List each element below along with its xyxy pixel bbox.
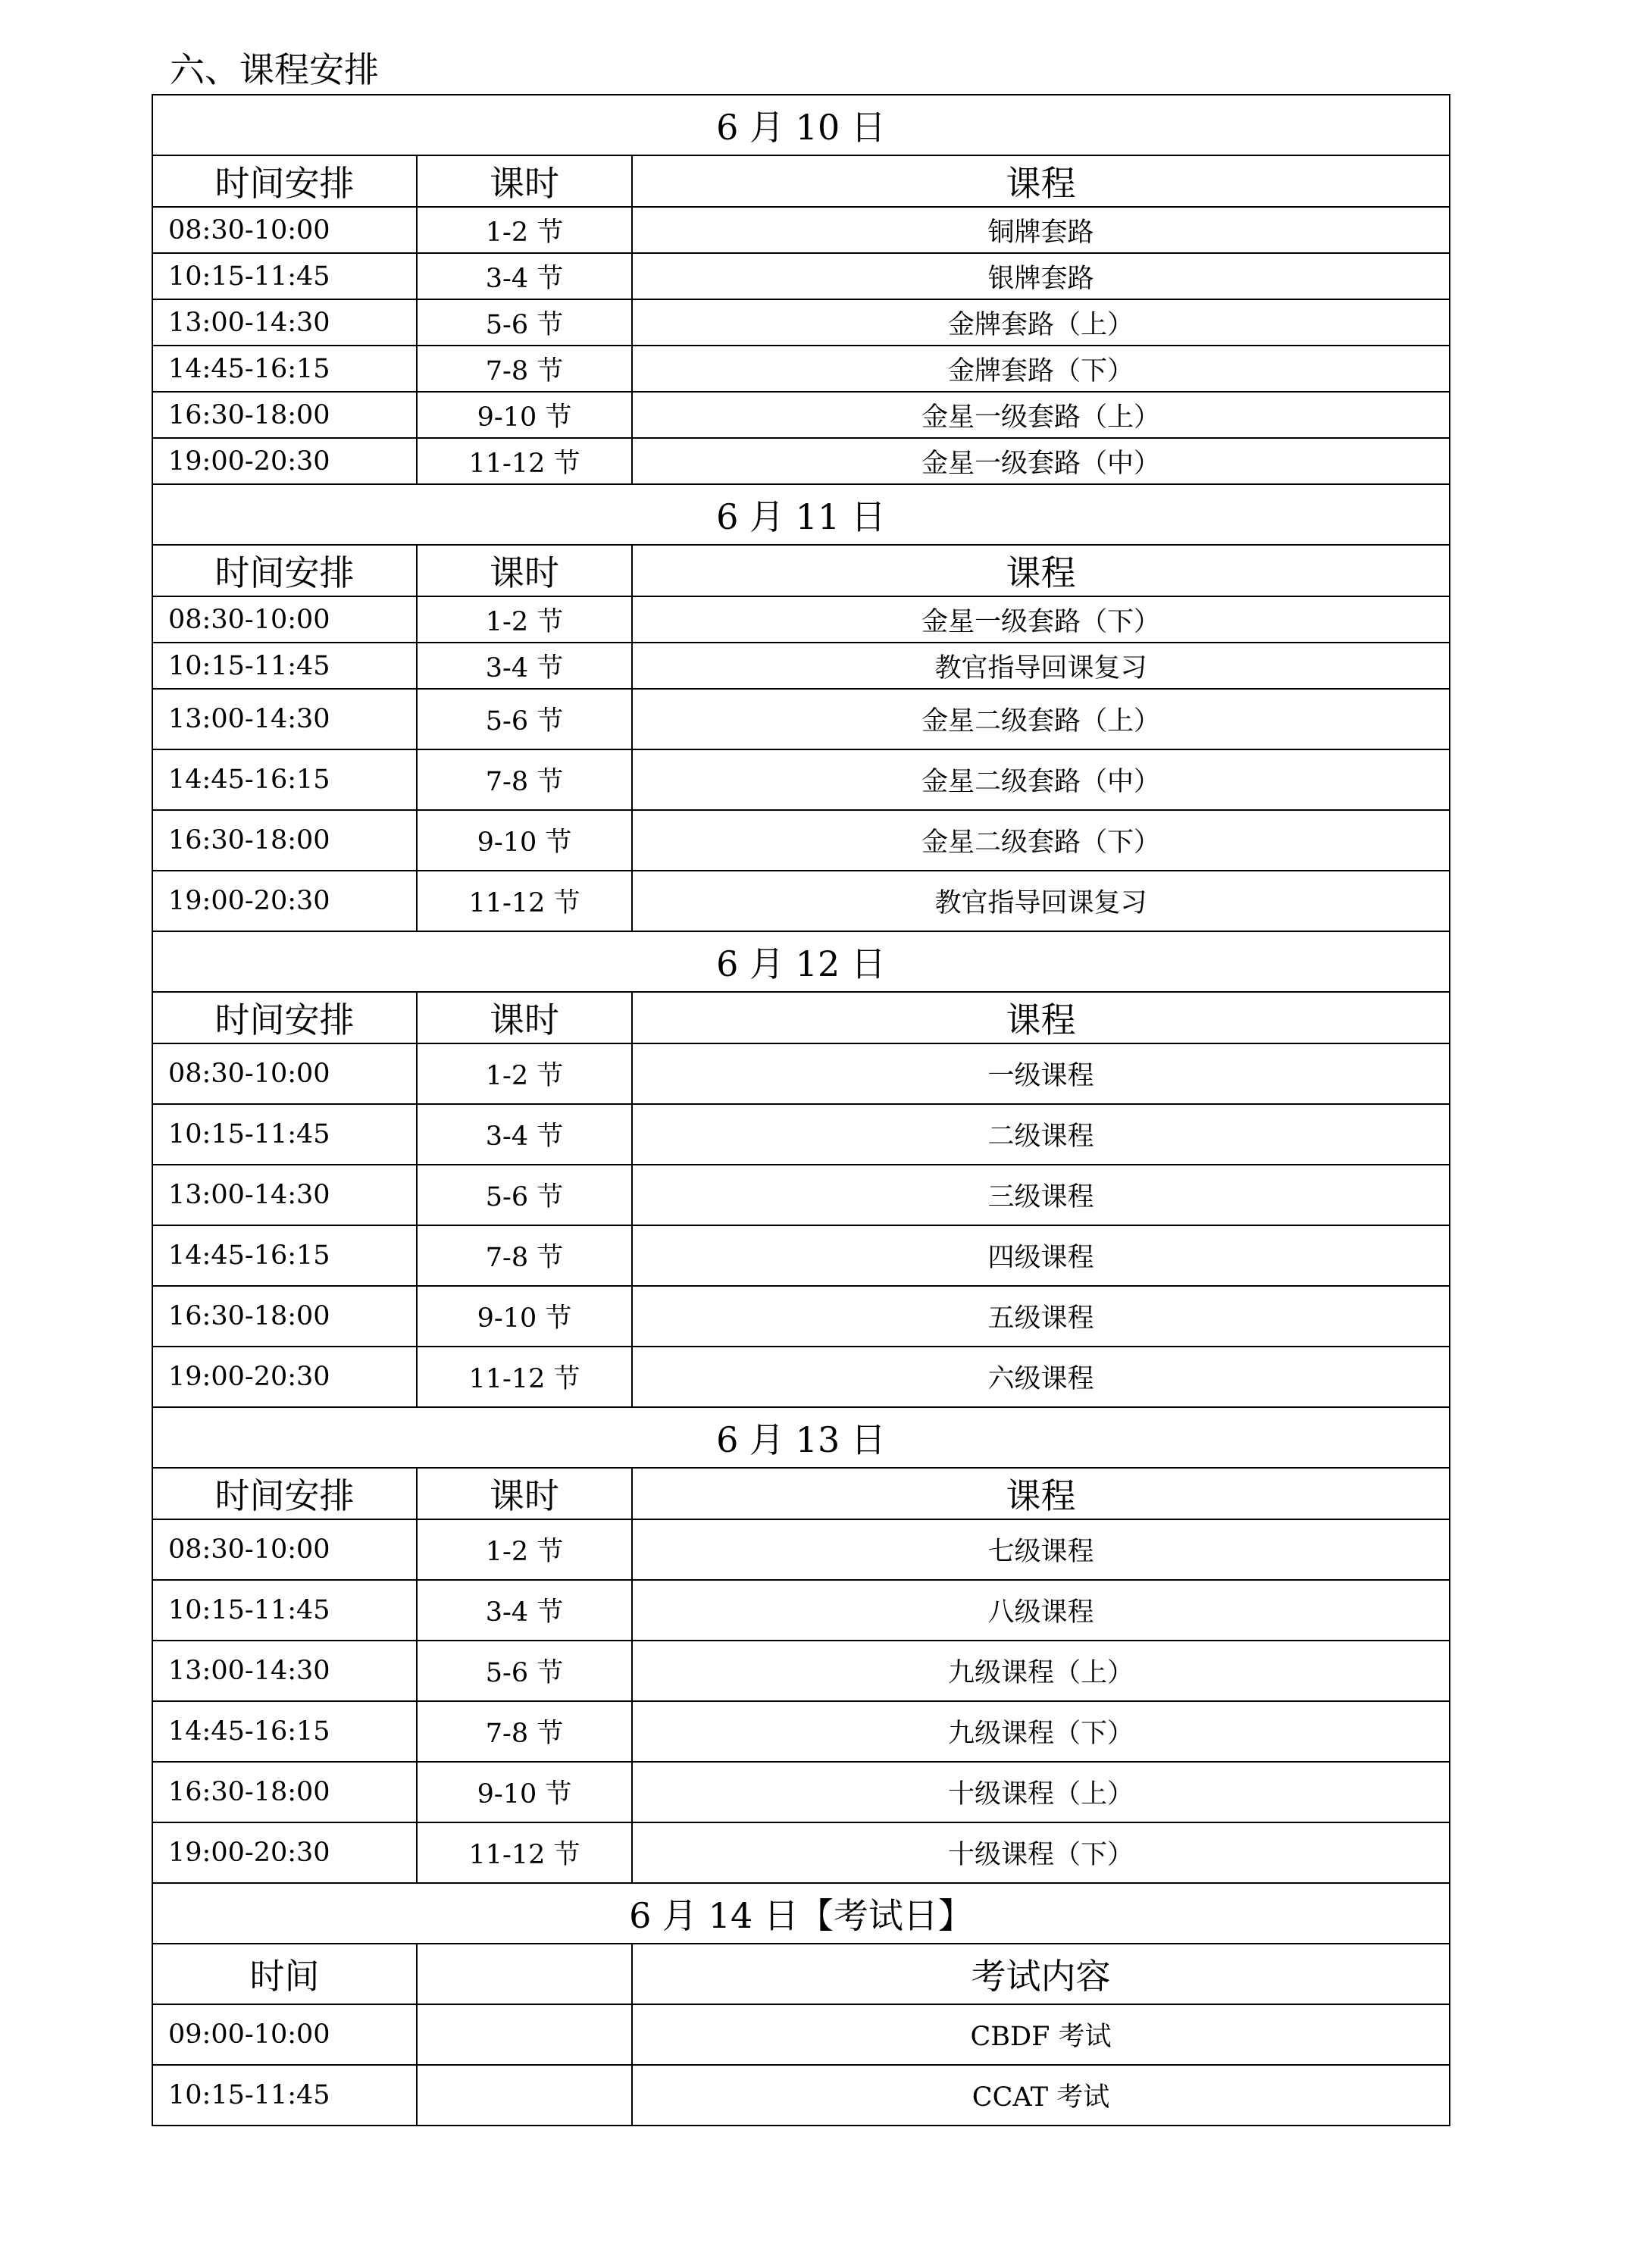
day-heading: 6 月 12 日 (152, 931, 1450, 992)
exam-cell: CBDF 考试 (632, 2004, 1450, 2065)
table-row (152, 749, 1450, 810)
day-heading: 6 月 13 日 (152, 1407, 1450, 1468)
course-cell: 教官指导回课复习 (632, 871, 1450, 931)
header-course: 课程 (632, 545, 1450, 596)
table-row (152, 253, 1450, 299)
time-cell: 19:00-20:30 (152, 1347, 417, 1407)
table-row (152, 1165, 1450, 1225)
course-cell: 金星二级套路（上） (632, 689, 1450, 749)
table-row (152, 1286, 1450, 1347)
period-cell: 7-8 节 (417, 749, 632, 810)
time-cell: 10:15-11:45 (152, 253, 417, 299)
table-row (152, 1762, 1450, 1822)
exam-cell: CCAT 考试 (632, 2065, 1450, 2126)
time-cell: 19:00-20:30 (152, 438, 417, 484)
period-cell: 7-8 节 (417, 346, 632, 392)
table-row (152, 299, 1450, 346)
period-cell: 1-2 节 (417, 207, 632, 253)
header-exam-content: 考试内容 (632, 1944, 1450, 2004)
section-title: 六、课程安排 (170, 49, 379, 90)
header-course: 课程 (632, 155, 1450, 207)
course-cell: 银牌套路 (632, 253, 1450, 299)
period-cell (417, 2004, 632, 2065)
table-row (152, 346, 1450, 392)
period-cell: 5-6 节 (417, 689, 632, 749)
header-time: 时间 (152, 1944, 417, 2004)
time-cell: 10:15-11:45 (152, 2065, 417, 2126)
course-cell: 三级课程 (632, 1165, 1450, 1225)
course-cell: 铜牌套路 (632, 207, 1450, 253)
header-time: 时间安排 (152, 992, 417, 1043)
header-period: 课时 (417, 545, 632, 596)
header-course: 课程 (632, 1468, 1450, 1519)
course-cell: 教官指导回课复习 (632, 643, 1450, 689)
time-cell: 08:30-10:00 (152, 596, 417, 643)
time-cell: 13:00-14:30 (152, 1641, 417, 1701)
time-cell: 10:15-11:45 (152, 1580, 417, 1641)
table-row (152, 2004, 1450, 2065)
time-cell: 13:00-14:30 (152, 299, 417, 346)
table-row (152, 207, 1450, 253)
course-schedule-table (152, 94, 1450, 2126)
header-time: 时间安排 (152, 545, 417, 596)
header-period: 课时 (417, 1468, 632, 1519)
table-row (152, 643, 1450, 689)
period-cell: 11-12 节 (417, 1822, 632, 1883)
time-cell: 13:00-14:30 (152, 1165, 417, 1225)
time-cell: 16:30-18:00 (152, 392, 417, 438)
header-period: 课时 (417, 155, 632, 207)
period-cell: 11-12 节 (417, 871, 632, 931)
period-cell: 1-2 节 (417, 596, 632, 643)
table-row (152, 1641, 1450, 1701)
period-cell (417, 2065, 632, 2126)
course-cell: 六级课程 (632, 1347, 1450, 1407)
period-cell: 9-10 节 (417, 1286, 632, 1347)
period-cell: 9-10 节 (417, 810, 632, 871)
time-cell: 13:00-14:30 (152, 689, 417, 749)
table-row (152, 810, 1450, 871)
time-cell: 14:45-16:15 (152, 346, 417, 392)
period-cell: 9-10 节 (417, 1762, 632, 1822)
time-cell: 08:30-10:00 (152, 1043, 417, 1104)
period-cell: 5-6 节 (417, 299, 632, 346)
course-cell: 九级课程（上） (632, 1641, 1450, 1701)
course-cell: 金牌套路（下） (632, 346, 1450, 392)
table-row (152, 689, 1450, 749)
table-row (152, 1043, 1450, 1104)
course-cell: 十级课程（下） (632, 1822, 1450, 1883)
course-cell: 金星一级套路（上） (632, 392, 1450, 438)
course-cell: 金星二级套路（下） (632, 810, 1450, 871)
table-row (152, 1225, 1450, 1286)
period-cell: 3-4 节 (417, 643, 632, 689)
course-cell: 金星一级套路（中） (632, 438, 1450, 484)
table-row (152, 1104, 1450, 1165)
day-heading: 6 月 11 日 (152, 484, 1450, 545)
time-cell: 16:30-18:00 (152, 810, 417, 871)
time-cell: 10:15-11:45 (152, 1104, 417, 1165)
time-cell: 19:00-20:30 (152, 1822, 417, 1883)
period-cell: 11-12 节 (417, 1347, 632, 1407)
time-cell: 10:15-11:45 (152, 643, 417, 689)
header-time: 时间安排 (152, 155, 417, 207)
time-cell: 09:00-10:00 (152, 2004, 417, 2065)
course-cell: 一级课程 (632, 1043, 1450, 1104)
period-cell: 3-4 节 (417, 1580, 632, 1641)
table-row (152, 1519, 1450, 1580)
day-heading: 6 月 14 日【考试日】 (152, 1883, 1450, 1944)
period-cell: 11-12 节 (417, 438, 632, 484)
period-cell: 9-10 节 (417, 392, 632, 438)
course-cell: 十级课程（上） (632, 1762, 1450, 1822)
course-cell: 七级课程 (632, 1519, 1450, 1580)
course-cell: 四级课程 (632, 1225, 1450, 1286)
time-cell: 08:30-10:00 (152, 1519, 417, 1580)
course-cell: 五级课程 (632, 1286, 1450, 1347)
time-cell: 16:30-18:00 (152, 1762, 417, 1822)
period-cell: 5-6 节 (417, 1165, 632, 1225)
period-cell: 3-4 节 (417, 253, 632, 299)
course-cell: 二级课程 (632, 1104, 1450, 1165)
header-period: 课时 (417, 992, 632, 1043)
table-row (152, 2065, 1450, 2126)
period-cell: 1-2 节 (417, 1043, 632, 1104)
course-cell: 九级课程（下） (632, 1701, 1450, 1762)
table-row (152, 596, 1450, 643)
time-cell: 08:30-10:00 (152, 207, 417, 253)
period-cell: 5-6 节 (417, 1641, 632, 1701)
time-cell: 19:00-20:30 (152, 871, 417, 931)
header-period (417, 1944, 632, 2004)
time-cell: 16:30-18:00 (152, 1286, 417, 1347)
table-row (152, 871, 1450, 931)
time-cell: 14:45-16:15 (152, 1701, 417, 1762)
time-cell: 14:45-16:15 (152, 749, 417, 810)
table-row (152, 392, 1450, 438)
period-cell: 1-2 节 (417, 1519, 632, 1580)
header-time: 时间安排 (152, 1468, 417, 1519)
course-cell: 金星二级套路（中） (632, 749, 1450, 810)
table-row (152, 438, 1450, 484)
period-cell: 7-8 节 (417, 1225, 632, 1286)
table-row (152, 1822, 1450, 1883)
time-cell: 14:45-16:15 (152, 1225, 417, 1286)
course-cell: 金星一级套路（下） (632, 596, 1450, 643)
day-heading: 6 月 10 日 (152, 95, 1450, 155)
course-cell: 金牌套路（上） (632, 299, 1450, 346)
table-row (152, 1347, 1450, 1407)
table-row (152, 1580, 1450, 1641)
header-course: 课程 (632, 992, 1450, 1043)
course-cell: 八级课程 (632, 1580, 1450, 1641)
period-cell: 7-8 节 (417, 1701, 632, 1762)
table-row (152, 1701, 1450, 1762)
period-cell: 3-4 节 (417, 1104, 632, 1165)
